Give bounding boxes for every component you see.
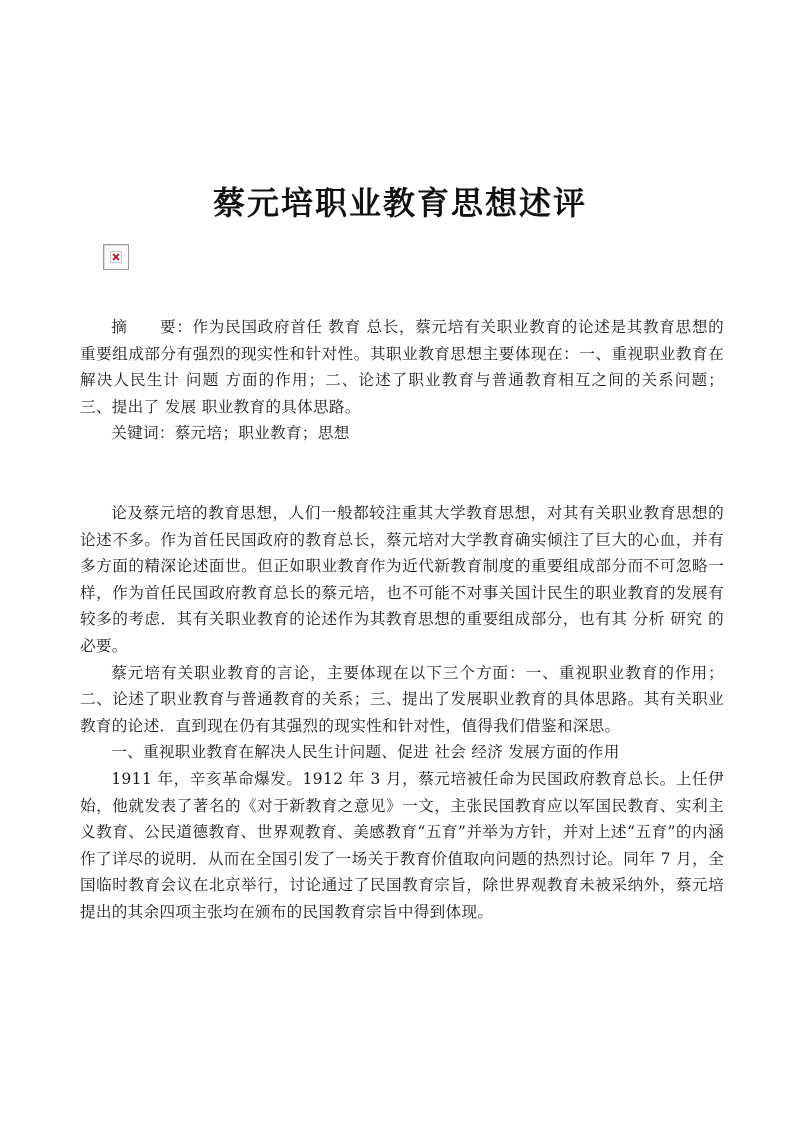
body-paragraph-summary: 蔡元培有关职业教育的言论，主要体现在以下三个方面：一、重视职业教育的作用；二、论述了职业教育与普通教育的关系；三、提出了发展职业教育的具体思路。其有关职业教育的论述．直到现在仍有其强烈的现实性和针对性，值得我们借鉴和深思。 — [80, 663, 724, 735]
body-paragraph-intro: 论及蔡元培的教育思想，人们一般都较注重其大学教育思想，对其有关职业教育思想的论述不多。作为首任民国政府的教育总长，蔡元培对大学教育确实倾注了巨大的心血，并有多方面的精深论述面世。但正如职业教育作为近代新教育制度的重要组成部分而不可忽略一样，作为首任民国政府教育总长的蔡元培，也不可能不对事关国计民生的职业教育的发展有较多的考虑．其有关职业教育的论述作为其教育思想的重要组成部分，也有其 分析 研究 的必要。 — [80, 503, 724, 655]
broken-image-icon — [103, 244, 129, 270]
section-spacer — [80, 447, 724, 500]
section-heading: 一、重视职业教育在解决人民生计问题、促进 社会 经济 发展方面的作用 — [111, 743, 620, 762]
keywords-paragraph: 关键词：蔡元培；职业教育；思想 — [111, 424, 350, 443]
document-title: 蔡元培职业教育思想述评 — [212, 184, 587, 223]
body-paragraph-history: 1911 年，辛亥革命爆发。1912 年 3 月，蔡元培被任命为民国政府教育总长。上任伊始，他就发表了著名的《对于新教育之意见》一文，主张民国教育应以军国民教育、实利主义教育、公民道德教育、世界观教育、美感教育“五育”并举为方针，并对上述“五育”的内涵作了详尽的说明．从而在全国引发了一场关于教育价值取向问题的热烈讨论。同年 7 月，全国临时教育会议在北京举行，讨论通过了民国教育宗旨，除世界观教育未被采纳外，蔡元培提出的其余四项主张均在颁布的民国教育宗旨中得到体现。 — [80, 769, 724, 921]
broken-image-x-icon — [110, 251, 122, 263]
document-body — [80, 314, 724, 925]
abstract-paragraph: 摘 要：作为民国政府首任 教育 总长，蔡元培有关职业教育的论述是其教育思想的重要组成部分有强烈的现实性和针对性。其职业教育思想主要体现在：一、重视职业教育在解决人民生计 问题 方面的作用；二、论述了职业教育与普通教育相互之间的关系问题；三、提出了 发展 职业教育的具体思路。 — [80, 318, 724, 416]
